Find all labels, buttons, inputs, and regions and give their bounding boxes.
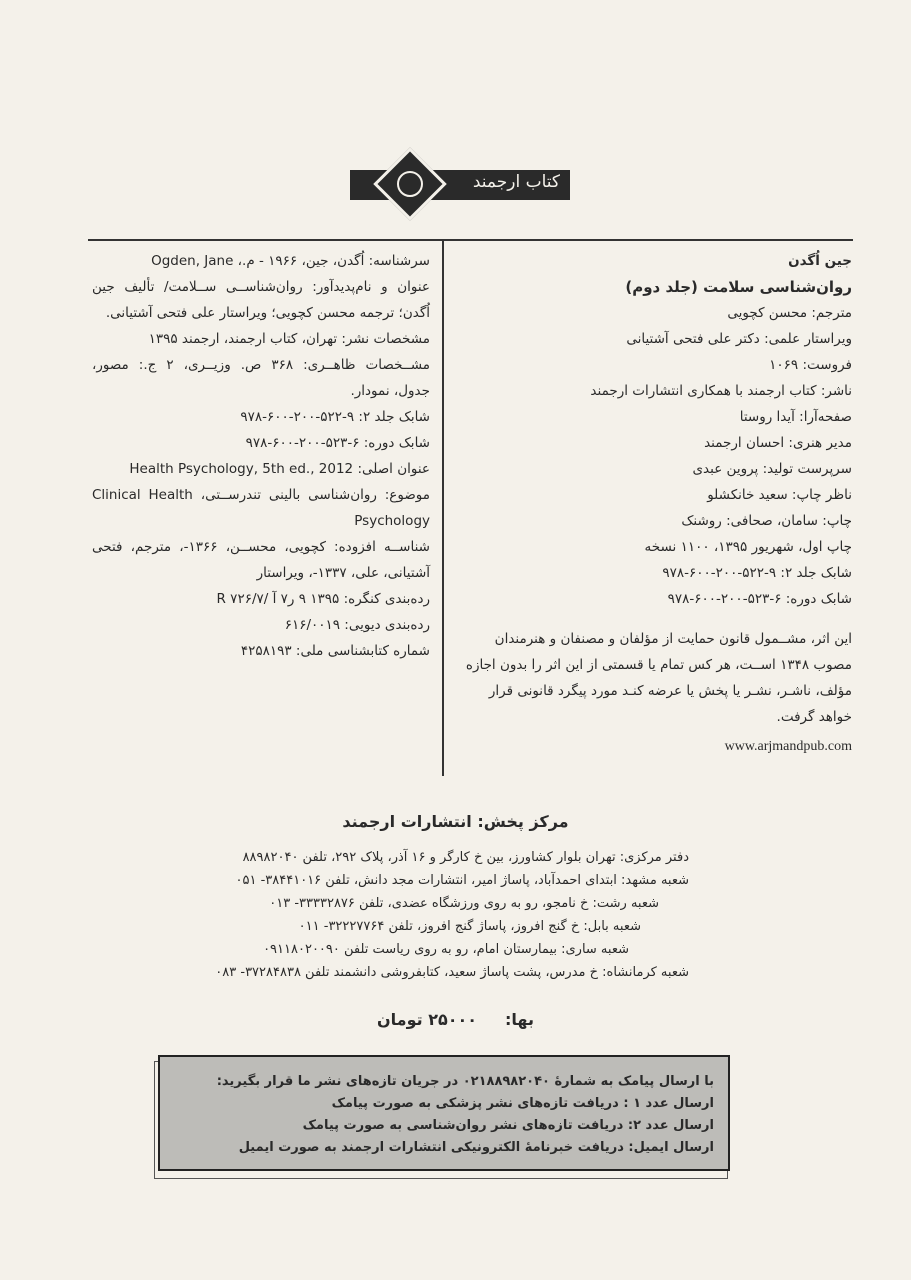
detail-line: شابک دوره: ۶-۵۲۳-۲۰۰-۶۰۰-۹۷۸ — [667, 591, 852, 607]
address-line: شعبه ساری: بیمارستان امام، رو به روی ریاست تلفن ۰۹۱۱۸۰۲۰۰۹۰ — [263, 942, 629, 957]
copyright-notice: این اثر، مشــمول قانون حمایت از مؤلفان و مصنفان و هنرمندان مصوب ۱۳۴۸ اســت، هر کس تمام یا قسمتی از این اثر را بدون اجازه مؤلف، ناشـر، نشـر یا پخش یا عرضه کنـد مورد پیگرد قانونی قرار خواهد گرفت. — [465, 631, 852, 725]
detail-line: چاپ اول، شهریور ۱۳۹۵، ۱۱۰۰ نسخه — [644, 539, 852, 555]
address-line: شعبه مشهد: ابتدای احمدآباد، پاساژ امیر، انتشارات مجد دانش، تلفن ۳۸۴۴۱۰۱۶- ۰۵۱ — [235, 873, 689, 888]
top-divider — [88, 239, 853, 241]
catalog-line: شابک دوره: ۶-۵۲۳-۲۰۰-۶۰۰-۹۷۸ — [245, 435, 430, 451]
detail-line: مدیر هنری: احسان ارجمند — [704, 435, 852, 451]
address-line: شعبه رشت: خ نامجو، رو به روی ورزشگاه عضدی، تلفن ۳۳۳۳۲۸۷۶- ۰۱۳ — [269, 896, 659, 911]
catalog-line: عنوان اصلی: Health Psychology, 5th ed., 2012 — [129, 461, 430, 477]
address-line: شعبه بابل: خ گنج افروز، پاساژ گنج افروز، تلفن ۳۲۲۲۷۷۶۴- ۰۱۱ — [298, 919, 641, 934]
distribution-title: مرکز پخش: انتشارات ارجمند — [342, 812, 569, 831]
detail-line: ویراستار علمی: دکتر علی فتحی آشتیانی — [626, 331, 852, 347]
detail-line: مترجم: محسن کچویی — [727, 305, 852, 321]
sms-subscription-box — [158, 1055, 730, 1171]
publisher-website: www.arjmandpub.com — [724, 739, 852, 754]
cataloging-column — [92, 248, 430, 664]
address-line: شعبه کرمانشاه: خ مدرس، پشت پاساژ سعید، کتابفروشی دانشمند تلفن ۳۷۲۸۴۸۳۸- ۰۸۳ — [215, 965, 689, 980]
detail-line: چاپ: سامان، صحافی: روشنک — [681, 513, 852, 529]
catalog-line: مشــخصات ظاهــری: ۳۶۸ ص. وزیــری، ۲ ج.: مصور، جدول، نمودار. — [92, 357, 430, 399]
sms-lines — [174, 1071, 714, 1159]
sms-line: ارسال ایمیل: دریافت خبرنامهٔ الکترونیکی انتشارات ارجمند به صورت ایمیل — [238, 1140, 714, 1155]
column-divider — [442, 241, 444, 776]
catalog-line: شناســه افزوده: کچویی، محســن، ۱۳۶۶-، مترجم، فتحی آشتیانی، علی، ۱۳۳۷-، ویراستار — [92, 539, 430, 581]
logo-diamond-icon — [373, 147, 447, 221]
catalog-line: موضوع: روان‌شناسی بالینی تندرســتی، Clinical Health Psychology — [92, 487, 430, 529]
catalog-line: شماره کتابشناسی ملی: ۴۲۵۸۱۹۳ — [240, 643, 430, 659]
detail-line: شابک جلد ۲: ۹-۵۲۲-۲۰۰-۶۰۰-۹۷۸ — [662, 565, 852, 581]
price-value: ۲۵۰۰۰ تومان — [377, 1010, 478, 1029]
sms-line: با ارسال پیامک به شمارهٔ ۰۲۱۸۸۹۸۲۰۴۰ در جریان تازه‌های نشر ما قرار بگیرید: — [216, 1074, 714, 1089]
catalog-line: سرشناسه: اُگدن، جین، ۱۹۶۶ - م.، Ogden, Jane — [151, 253, 430, 269]
sms-line: ارسال عدد ۱ : دریافت تازه‌های نشر پزشکی به صورت پیامک — [331, 1096, 714, 1111]
book-title: روان‌شناسی سلامت (جلد دوم) — [625, 278, 852, 296]
detail-line: ناشر: کتاب ارجمند با همکاری انتشارات ارجمند — [590, 383, 852, 399]
catalog-line: رده‌بندی کنگره: ۱۳۹۵ ۹ ر۷ آ /R ۷۲۶/۷ — [216, 591, 430, 607]
catalog-line: عنوان و نام‌پدیدآور: روان‌شناســی ســلامت/ تألیف جین اُگدن؛ ترجمه محسن کچویی؛ ویراستار علی فتحی آشتیانی. — [92, 279, 430, 321]
address-line: دفتر مرکزی: تهران بلوار کشاورز، بین خ کارگر و ۱۶ آذر، پلاک ۲۹۲، تلفن ۸۸۹۸۲۰۴۰ — [242, 850, 689, 865]
detail-line: ناظر چاپ: سعید خانکشلو — [707, 487, 852, 503]
catalog-line: رده‌بندی دیویی: ۶۱۶/۰۰۱۹ — [284, 617, 430, 633]
logo-text: کتاب ارجمند — [472, 172, 560, 192]
distribution-addresses — [129, 846, 689, 984]
sms-line: ارسال عدد ۲: دریافت تازه‌های نشر روان‌شناسی به صورت پیامک — [302, 1118, 714, 1133]
price-label: بها: — [505, 1010, 534, 1029]
detail-line: صفحه‌آرا: آیدا روستا — [739, 409, 852, 425]
catalog-line: شابک جلد ۲: ۹-۵۲۲-۲۰۰-۶۰۰-۹۷۸ — [240, 409, 430, 425]
detail-line: فروست: ۱۰۶۹ — [769, 357, 852, 373]
book-details-column — [460, 248, 852, 760]
author-name: جین اُگدن — [788, 253, 852, 269]
catalog-line: مشخصات نشر: تهران، کتاب ارجمند، ارجمند ۱۳۹۵ — [148, 331, 430, 347]
detail-line: سرپرست تولید: پروین عبدی — [692, 461, 852, 477]
price — [0, 1010, 911, 1029]
publisher-logo — [350, 150, 570, 230]
